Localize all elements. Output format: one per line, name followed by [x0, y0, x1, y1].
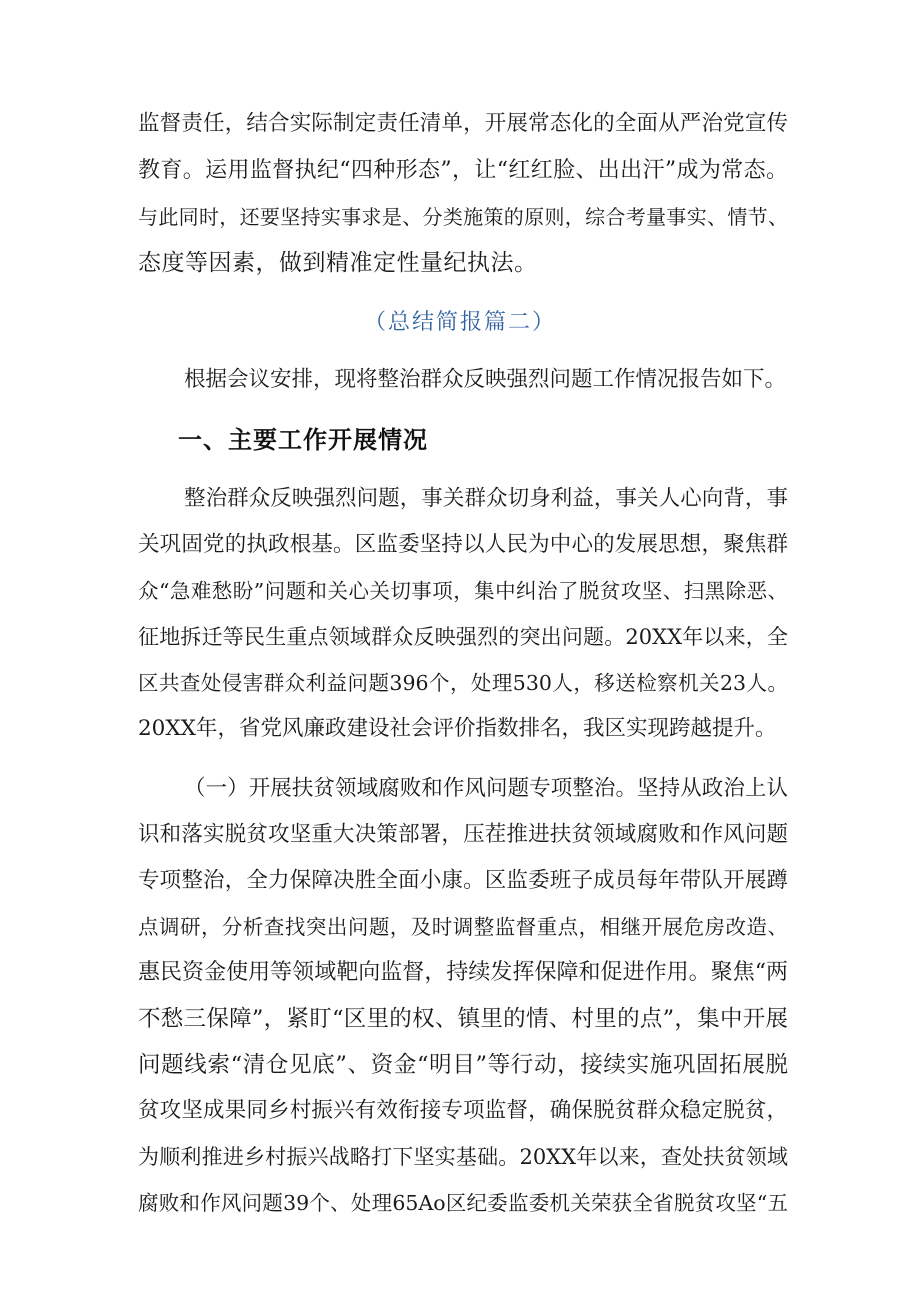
text-line: （一）开展扶贫领域腐败和作风问题专项整治。坚持从政治上认 — [184, 776, 788, 801]
text-line: 惠民资金使用等领域靶向监督，持续发挥保障和促进作用。聚焦“两 — [138, 960, 788, 985]
text-line: 征地拆迁等民生重点领域群众反映强烈的突出问题。20XX年以来，全 — [138, 625, 788, 649]
text-line: 教育。运用监督执纪“四种形态”，让“红红脸、出出汗”成为常态。 — [138, 158, 788, 183]
text-line: 问题线索“清仓见底”、资金“明目”等行动，接续实施巩固拓展脱 — [138, 1052, 788, 1078]
text-line: 腐败和作风问题39个、处理65Ao区纪委监委机关荣获全省脱贫攻坚“五 — [138, 1191, 788, 1215]
text-line: 区共查处侵害群众利益问题396个，处理530人，移送检察机关23人。 — [138, 671, 788, 695]
text-line: 众“急难愁盼”问题和关心关切事项，集中纠治了脱贫攻坚、扫黑除恶、 — [138, 579, 788, 603]
section-title: （总结简报篇二） — [363, 310, 556, 335]
text-line: 与此同时，还要坚持实事求是、分类施策的原则，综合考量事实、情节、 — [138, 205, 788, 229]
text-line: 为顺利推进乡村振兴战略打下坚实基础。20XX年以来，查处扶贫领域 — [138, 1145, 788, 1169]
text-line: 点调研，分析查找突出问题，及时调整监督重点，相继开展危房改造、 — [138, 915, 788, 939]
text-line: 态度等因素，做到精准定性量纪执法。 — [138, 250, 538, 276]
text-line: 贫攻坚成果同乡村振兴有效衔接专项监督，确保脱贫群众稳定脱贫， — [138, 1098, 788, 1123]
text-line: 20XX年，省党风廉政建设社会评价指数排名，我区实现跨越提升。 — [138, 716, 777, 741]
text-line: 整治群众反映强烈问题，事关群众切身利益，事关人心向背，事 — [184, 486, 788, 511]
text-line: 专项整治，全力保障决胜全面小康。区监委班子成员每年带队开展蹲 — [138, 868, 788, 893]
text-line: 关巩固党的执政根基。区监委坚持以人民为中心的发展思想，聚焦群 — [138, 532, 788, 557]
section-heading: 一、主要工作开展情况 — [178, 426, 428, 454]
text-line: 识和落实脱贫攻坚重大决策部署，压茬推进扶贫领域腐败和作风问题 — [138, 822, 788, 847]
text-line: 监督责任，结合实际制定责任清单，开展常态化的全面从严治党宣传 — [138, 111, 788, 136]
intro-line: 根据会议安排，现将整治群众反映强烈问题工作情况报告如下。 — [184, 367, 787, 392]
text-line: 不愁三保障”，紧盯“区里的权、镇里的情、村里的点”，集中开展 — [138, 1006, 788, 1032]
